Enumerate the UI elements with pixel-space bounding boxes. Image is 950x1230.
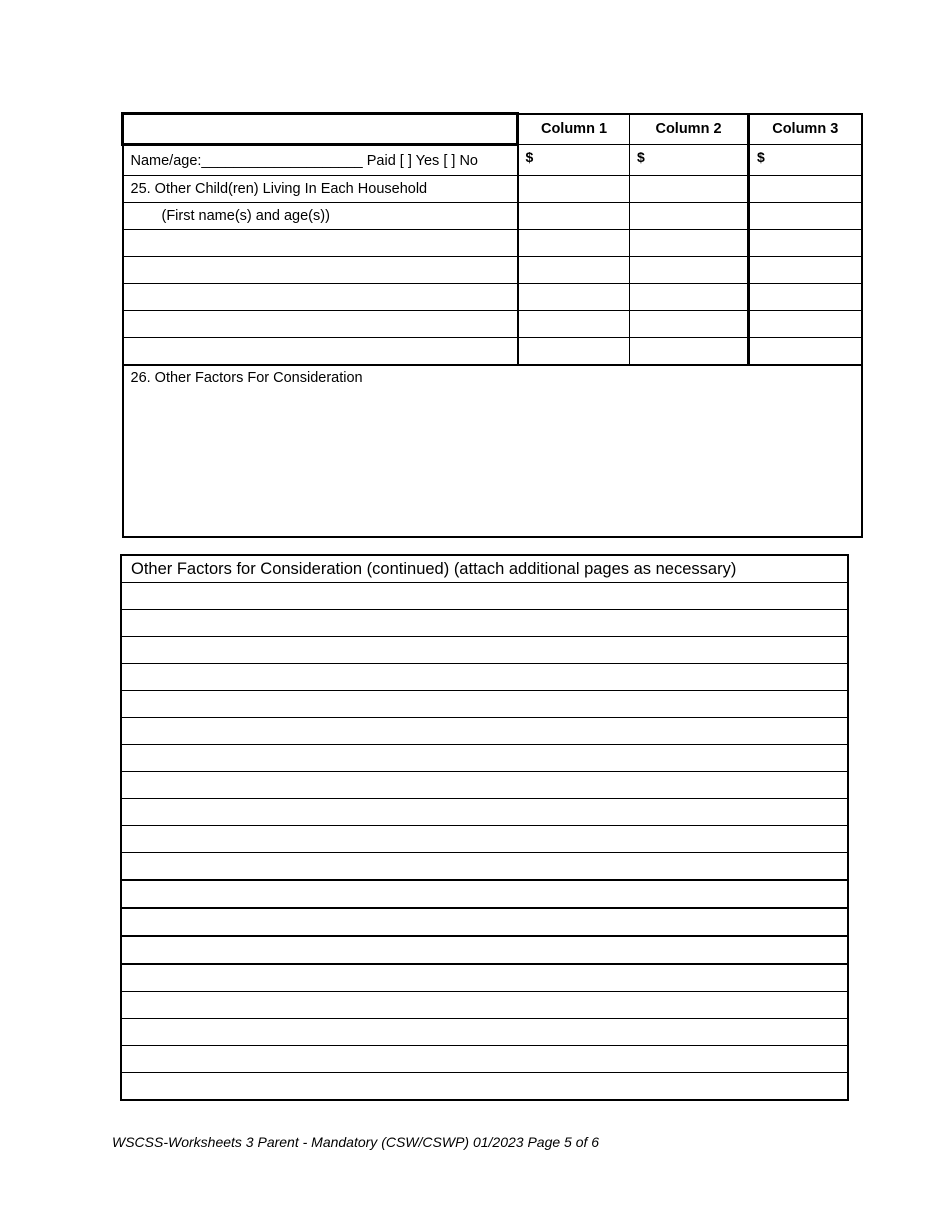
child-entry-column-2[interactable]: [630, 203, 749, 230]
line-25-subtitle: (First name(s) and age(s)): [123, 203, 518, 230]
child-entry-row: [123, 230, 862, 257]
child-entry-column-1[interactable]: [518, 203, 630, 230]
child-entry-name[interactable]: [123, 230, 518, 257]
child-entry-column-1[interactable]: [518, 338, 630, 366]
child-entry-column-3[interactable]: [749, 338, 862, 366]
writing-line-cell[interactable]: [121, 908, 848, 936]
child-entry-column-3[interactable]: [749, 257, 862, 284]
writing-line: [121, 964, 848, 992]
writing-line-cell[interactable]: [121, 772, 848, 799]
writing-line: [121, 745, 848, 772]
column-1-header: Column 1: [518, 114, 630, 145]
column-2-header: Column 2: [630, 114, 749, 145]
line-26-row: [123, 365, 862, 537]
writing-line: [121, 826, 848, 853]
child-entry-column-2[interactable]: [630, 284, 749, 311]
name-age-row: [123, 145, 862, 176]
column-3-amount[interactable]: $: [749, 145, 862, 176]
child-entry-column-2[interactable]: [630, 338, 749, 366]
writing-line-cell[interactable]: [121, 992, 848, 1019]
writing-line-cell[interactable]: [121, 637, 848, 664]
child-entry-column-1[interactable]: [518, 311, 630, 338]
writing-line-cell[interactable]: [121, 583, 848, 610]
writing-line-cell[interactable]: [121, 664, 848, 691]
other-factors-box[interactable]: [123, 365, 862, 537]
writing-line-cell[interactable]: [121, 964, 848, 992]
other-factors-continued-table: [120, 554, 849, 1101]
line-25-subtitle-row: [123, 203, 862, 230]
writing-line: [121, 799, 848, 826]
continued-heading-row: [121, 555, 848, 583]
line-25-row: [123, 176, 862, 203]
column-1-amount[interactable]: $: [518, 145, 630, 176]
child-entry-column-3[interactable]: [749, 203, 862, 230]
child-entry-column-1[interactable]: [518, 230, 630, 257]
line-25-column-1[interactable]: [518, 176, 630, 203]
child-entry-column-2[interactable]: [630, 257, 749, 284]
writing-line: [121, 691, 848, 718]
child-entry-row: [123, 257, 862, 284]
writing-line-cell[interactable]: [121, 718, 848, 745]
column-2-amount[interactable]: $: [630, 145, 749, 176]
child-entry-column-2[interactable]: [630, 311, 749, 338]
writing-line: [121, 880, 848, 908]
child-entry-row: [123, 284, 862, 311]
writing-line: [121, 853, 848, 881]
child-entry-column-3[interactable]: [749, 230, 862, 257]
child-entry-row: [123, 311, 862, 338]
child-entry-column-1[interactable]: [518, 257, 630, 284]
writing-line-cell[interactable]: [121, 691, 848, 718]
header-blank-cell: [123, 114, 518, 145]
writing-line-cell[interactable]: [121, 745, 848, 772]
child-entry-row: [123, 338, 862, 366]
writing-line-cell[interactable]: [121, 880, 848, 908]
writing-line: [121, 718, 848, 745]
writing-line-cell[interactable]: [121, 936, 848, 964]
writing-line: [121, 583, 848, 610]
writing-line: [121, 908, 848, 936]
child-entry-column-3[interactable]: [749, 311, 862, 338]
child-entry-column-3[interactable]: [749, 284, 862, 311]
child-entry-name[interactable]: [123, 284, 518, 311]
writing-line: [121, 1073, 848, 1101]
child-entry-column-2[interactable]: [630, 230, 749, 257]
writing-line: [121, 1046, 848, 1073]
writing-line-cell[interactable]: [121, 799, 848, 826]
column-3-header: Column 3: [749, 114, 862, 145]
line-26-label: 26. Other Factors For Consideration: [130, 370, 363, 386]
writing-line: [121, 772, 848, 799]
child-entry-name[interactable]: [123, 257, 518, 284]
child-entry-name[interactable]: [123, 338, 518, 366]
child-entry-column-1[interactable]: [518, 284, 630, 311]
name-age-label[interactable]: Name/age:____________________ Paid [ ] Yes [ ] No: [123, 145, 518, 176]
writing-line-cell[interactable]: [121, 1019, 848, 1046]
child-entry-name[interactable]: [123, 311, 518, 338]
writing-line: [121, 637, 848, 664]
table-header-row: [123, 114, 862, 145]
writing-line: [121, 664, 848, 691]
writing-line: [121, 1019, 848, 1046]
line-25-column-2[interactable]: [630, 176, 749, 203]
continued-heading: Other Factors for Consideration (continued) (attach additional pages as necessary): [121, 555, 848, 583]
writing-line: [121, 992, 848, 1019]
writing-line: [121, 936, 848, 964]
writing-line-cell[interactable]: [121, 853, 848, 881]
writing-line-cell[interactable]: [121, 610, 848, 637]
writing-line-cell[interactable]: [121, 826, 848, 853]
writing-line-cell[interactable]: [121, 1046, 848, 1073]
household-children-table: [121, 112, 863, 538]
line-25-label: 25. Other Child(ren) Living In Each Household: [123, 176, 518, 203]
line-25-column-3[interactable]: [749, 176, 862, 203]
writing-line-cell[interactable]: [121, 1073, 848, 1101]
page-footer: WSCSS-Worksheets 3 Parent - Mandatory (CSW/CSWP) 01/2023 Page 5 of 6: [112, 1134, 600, 1150]
writing-line: [121, 610, 848, 637]
